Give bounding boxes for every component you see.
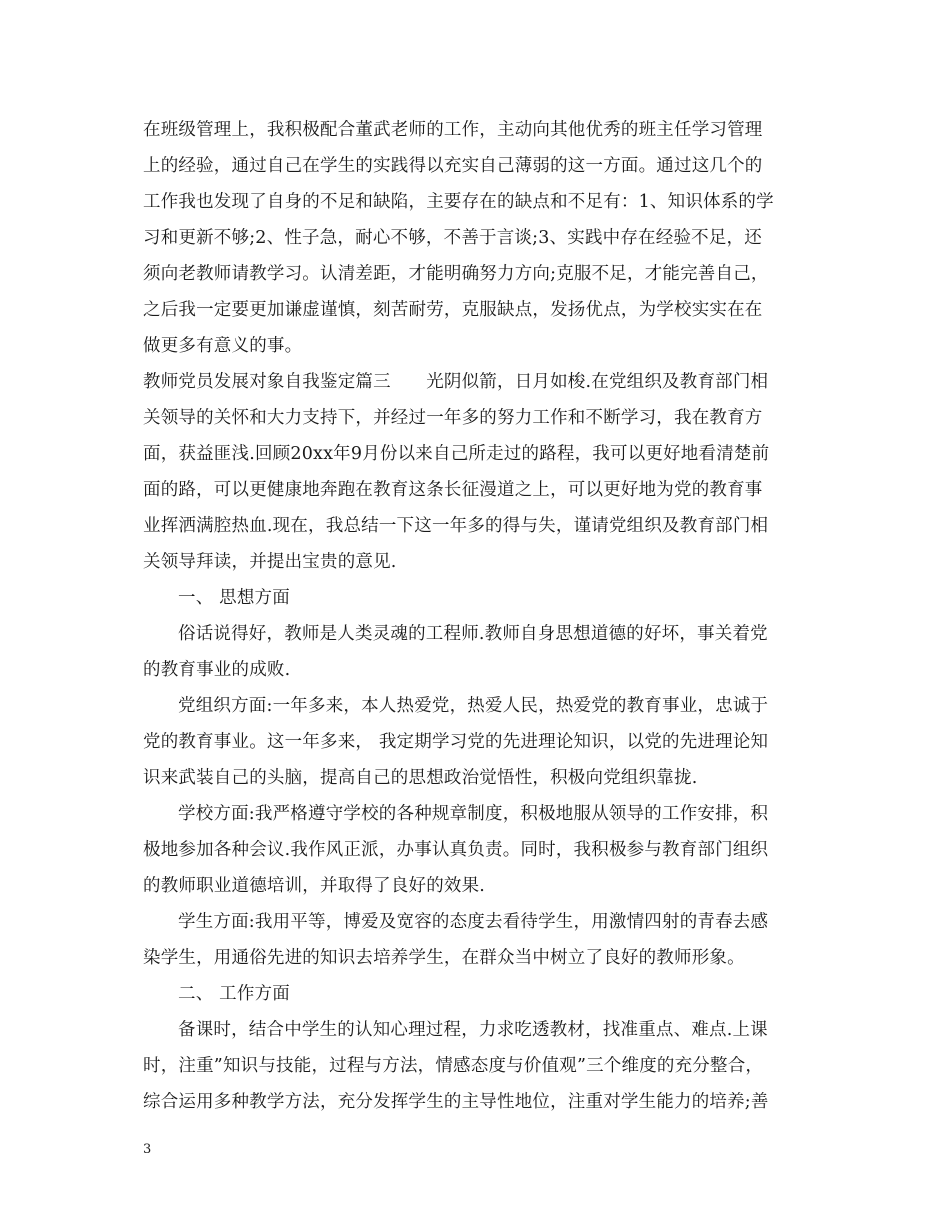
text-line: 学校方面:我严格遵守学校的各种规章制度，积极地服从领导的工作安排，积 — [178, 804, 769, 824]
text-line: 党组织方面:一年多来，本人热爱党，热爱人民，热爱党的教育事业，忠诚于 — [178, 696, 769, 716]
text-line: 学生方面:我用平等，博爱及宽容的态度去看待学生，用激情四射的青春去感 — [178, 912, 769, 932]
text-line: 之后我一定要更加谦虚谨慎，刻苦耐劳，克服缺点，发扬优点，为学校实实在在 — [143, 300, 763, 320]
text-line: 须向老教师请教学习。认清差距，才能明确努力方向;克服不足，才能完善自己， — [143, 264, 769, 284]
text-line: 关领导拜读，并提出宝贵的意见. — [143, 552, 397, 572]
text-line: 习和更新不够;2、性子急，耐心不够，不善于言谈;3、实践中存在经验不足，还 — [143, 228, 762, 248]
text-line: 面的路，可以更健康地奔跑在教育这条长征漫道之上，可以更好地为党的教育事 — [143, 480, 763, 500]
text-line: 做更多有意义的事。 — [143, 336, 303, 356]
text-line: 染学生，用通俗先进的知识去培养学生，在群众当中树立了良好的教师形象。 — [143, 948, 745, 968]
section-heading-line: 教师党员发展对象自我鉴定篇三 光阴似箭，日月如梭.在党组织及教育部门相 — [143, 372, 769, 392]
text-line: 综合运用多种教学方法，充分发挥学生的主导性地位，注重对学生能力的培养;善 — [143, 1092, 769, 1112]
text-line: 的教育事业的成败. — [143, 660, 291, 680]
text-line: 业挥洒满腔热血.现在，我总结一下这一年多的得与失，谨请党组织及教育部门相 — [143, 516, 769, 536]
subheading-thought: 一、 思想方面 — [178, 588, 290, 608]
text-line: 关领导的关怀和大力支持下，并经过一年多的努力工作和不断学习，我在教育方 — [143, 408, 763, 428]
text-line: 上的经验，通过自己在学生的实践得以充实自己薄弱的这一方面。通过这几个的 — [143, 156, 763, 176]
text-line: 面，获益匪浅.回顾20xx年9月份以来自己所走过的路程，我可以更好地看清楚前 — [143, 444, 770, 464]
text-line: 俗话说得好，教师是人类灵魂的工程师.教师自身思想道德的好坏，事关着党 — [178, 624, 768, 644]
text-line: 极地参加各种会议.我作风正派，办事认真负责。同时，我积极参与教育部门组织 — [143, 840, 769, 860]
text-line: 在班级管理上，我积极配合董武老师的工作，主动向其他优秀的班主任学习管理 — [143, 120, 763, 140]
text-line: 的教师职业道德培训，并取得了良好的效果. — [143, 876, 486, 896]
subheading-work: 二、 工作方面 — [178, 984, 290, 1004]
page-number: 3 — [143, 1142, 152, 1157]
text-line: 党的教育事业。这一年多来， 我定期学习党的先进理论知识，以党的先进理论知 — [143, 732, 769, 752]
text-line: 时，注重”知识与技能，过程与方法，情感态度与价值观”三个维度的充分整合， — [143, 1056, 764, 1076]
text-line: 识来武装自己的头脑，提高自己的思想政治觉悟性，积极向党组织靠拢. — [143, 768, 698, 788]
text-line: 备课时，结合中学生的认知心理过程，力求吃透教材，找准重点、难点.上课 — [178, 1020, 768, 1040]
text-line: 工作我也发现了自身的不足和缺陷，主要存在的缺点和不足有：1、知识体系的学 — [143, 192, 774, 212]
